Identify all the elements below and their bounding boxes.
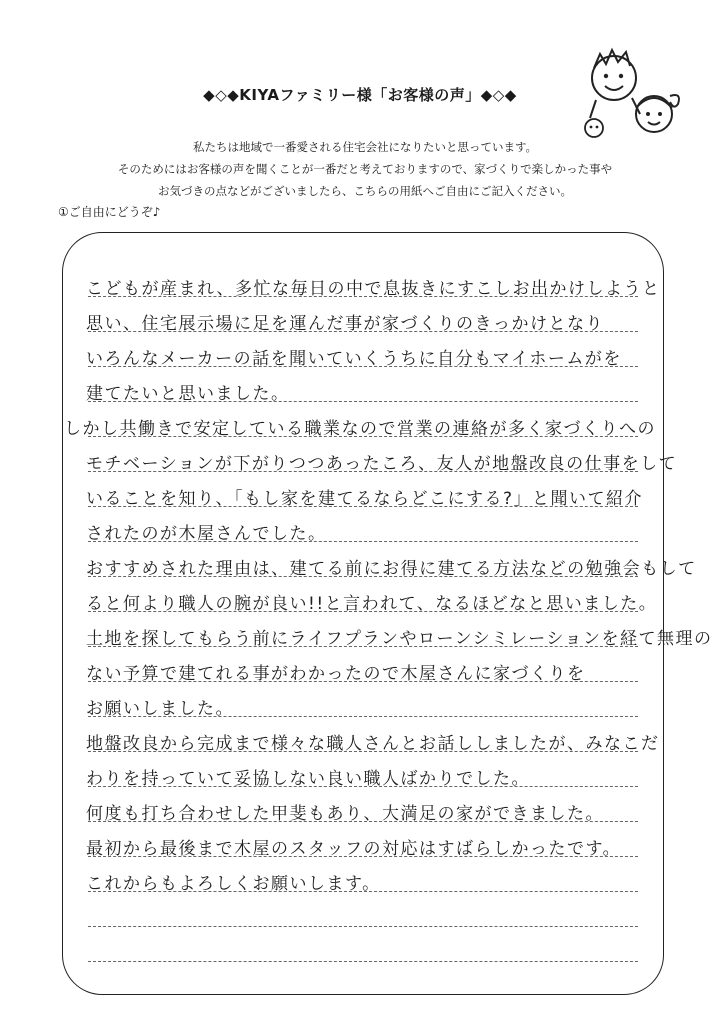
handwritten-line: されたのが木屋さんでした。 bbox=[86, 524, 327, 544]
handwritten-line: 地盤改良から完成まで様々な職人さんとお話ししましたが、みなこだ bbox=[86, 734, 660, 754]
free-comment-prompt: ①ご自由にどうぞ♪ bbox=[58, 205, 161, 219]
intro-line: お気づきの点などがございましたら、こちらの用紙へご自由にご記入ください。 bbox=[158, 184, 572, 198]
intro-line: そのためにはお客様の声を聞くことが一番だと考えておりますので、家づくりで楽しかった事や bbox=[117, 162, 613, 176]
page-title: ◆◇◆KIYAファミリー様「お客様の声」◆◇◆ bbox=[203, 86, 517, 104]
ruled-line bbox=[88, 926, 638, 927]
handwritten-line: いることを知り、「もし家を建てるならどこにする?」と聞いて紹介 bbox=[86, 489, 644, 509]
handwritten-line: 何度も打ち合わせした甲斐もあり、大満足の家ができました。 bbox=[86, 804, 604, 824]
ruled-line bbox=[88, 961, 638, 962]
intro-line: 私たちは地域で一番愛される住宅会社になりたいと思っています。 bbox=[192, 140, 538, 154]
handwritten-line: これからもよろしくお願いします。 bbox=[86, 874, 381, 894]
intro-text bbox=[70, 136, 660, 202]
handwritten-line: わりを持っていて妥協しない良い職人ばかりでした。 bbox=[86, 769, 530, 789]
handwritten-line: 最初から最後まで木屋のスタッフの対応はすばらしかったです。 bbox=[86, 839, 622, 859]
handwritten-line: 建てたいと思いました。 bbox=[86, 384, 290, 404]
handwritten-line: お願いしました。 bbox=[86, 699, 234, 719]
handwritten-line: いろんなメーカーの話を聞いていくうちに自分もマイホームがを bbox=[86, 349, 622, 369]
handwritten-line: ると何より職人の腕が良い!!と言われて、なるほどなと思いました。 bbox=[86, 594, 658, 614]
handwritten-line: 土地を探してもらう前にライフプランやローンシミレーションを経て無理の bbox=[86, 629, 713, 649]
handwritten-line: 思い、住宅展示場に足を運んだ事が家づくりのきっかけとなり bbox=[86, 314, 604, 334]
handwritten-line: モチベーションが下がりつつあったころ、友人が地盤改良の仕事をして bbox=[86, 454, 678, 474]
handwritten-line: こどもが産まれ、多忙な毎日の中で息抜きにすこしお出かけしようと bbox=[86, 279, 661, 299]
handwritten-line: おすすめされた理由は、建てる前にお得に建てる方法などの勉強会もして bbox=[86, 559, 697, 579]
handwritten-line: しかし共働きで安定している職業なので営業の連絡が多く家づくりへの bbox=[64, 419, 656, 439]
handwritten-line: ない予算で建てれる事がわかったので木屋さんに家づくりを bbox=[86, 664, 586, 684]
children-illustration bbox=[574, 44, 684, 144]
